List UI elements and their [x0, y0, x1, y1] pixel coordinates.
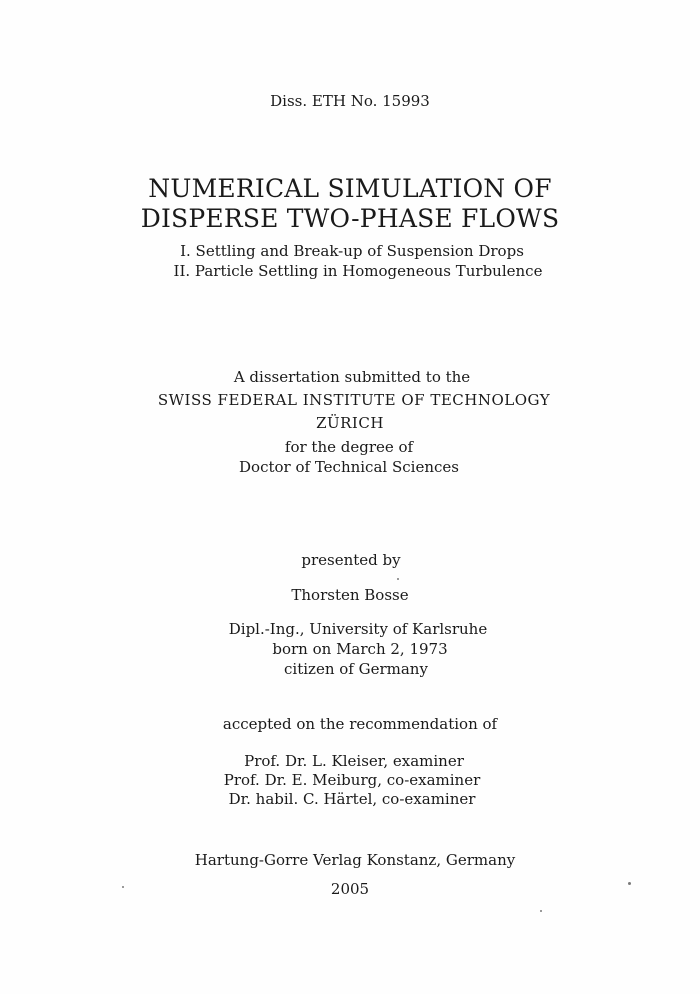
degree-name: Doctor of Technical Sciences	[239, 458, 459, 476]
examiner-line: Dr. habil. C. Härtel, co-examiner	[228, 790, 476, 808]
title-line-1: NUMERICAL SIMULATION OF	[148, 174, 552, 203]
scan-speck	[397, 578, 399, 580]
institute-name: SWISS FEDERAL INSTITUTE OF TECHNOLOGY	[157, 391, 551, 409]
degree-for: for the degree of	[284, 438, 414, 456]
presented-by: presented by	[301, 551, 401, 569]
accepted-recommendation: accepted on the recommendation of	[222, 715, 498, 733]
institute-city: ZÜRICH	[316, 414, 384, 432]
publication-year: 2005	[330, 880, 370, 898]
submission-intro: A dissertation submitted to the	[233, 368, 471, 386]
publisher: Hartung-Gorre Verlag Konstanz, Germany	[194, 851, 516, 869]
author-birth: born on March 2, 1973	[272, 640, 448, 658]
author-credential: Dipl.-Ing., University of Karlsruhe	[228, 620, 488, 638]
scan-speck	[628, 882, 631, 885]
subtitle-line-2: II. Particle Settling in Homogeneous Turbulence	[173, 262, 543, 280]
author-name: Thorsten Bosse	[291, 586, 409, 604]
author-citizenship: citizen of Germany	[284, 660, 428, 678]
dissertation-number: Diss. ETH No. 15993	[270, 92, 430, 110]
title-line-2: DISPERSE TWO-PHASE FLOWS	[140, 204, 560, 233]
examiner-line: Prof. Dr. E. Meiburg, co-examiner	[223, 771, 481, 789]
scan-speck	[540, 910, 542, 912]
subtitle-line-1: I. Settling and Break-up of Suspension Drops	[180, 242, 524, 260]
examiner-line: Prof. Dr. L. Kleiser, examiner	[244, 752, 464, 770]
scan-speck	[122, 886, 124, 888]
